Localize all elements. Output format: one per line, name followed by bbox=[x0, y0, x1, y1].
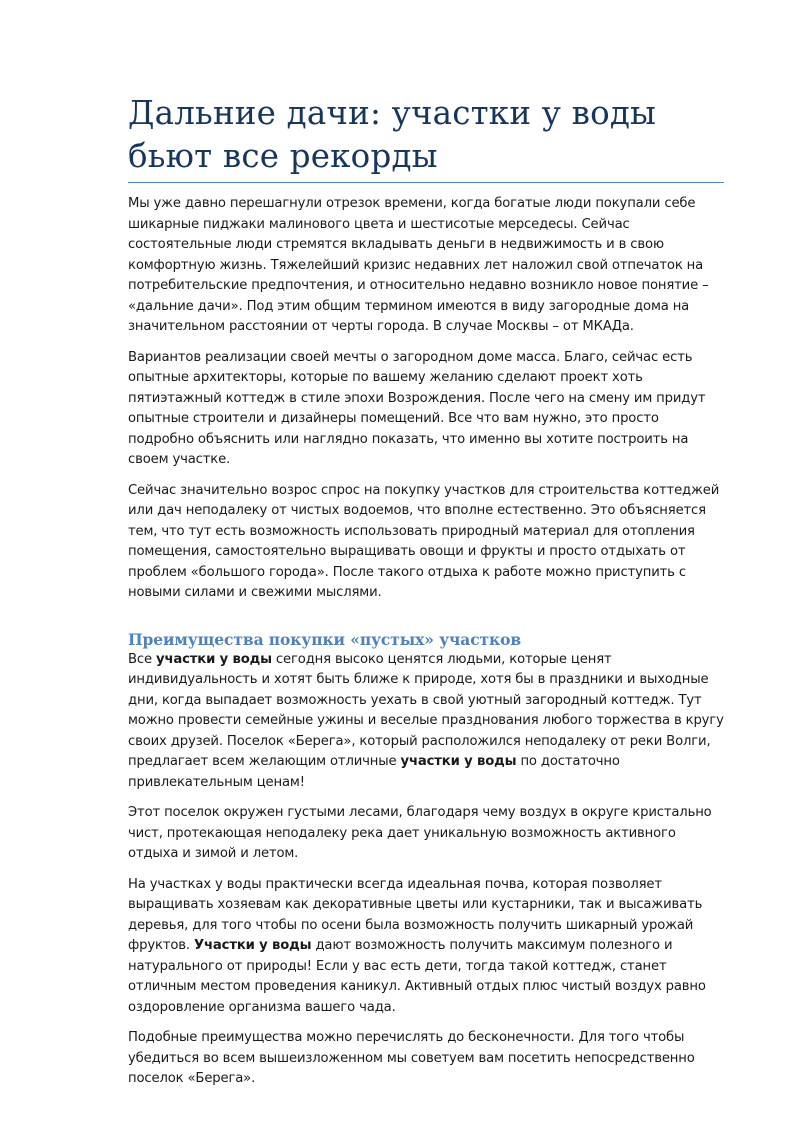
intro-paragraph-3: Сейчас значительно возрос спрос на покупку участков для строительства коттеджей или дач неподалеку от чистых водоемов, что вполне естественно. Это объясняется тем, что тут есть возможность использовать природный материал для отопления помещения, самостоятельно выращивать овощи и фрукты и просто отдыхать от проблем «большого города». После такого отдыха к работе можно приступить с новыми силами и свежими мыслями. bbox=[128, 482, 720, 600]
section-paragraph-1 bbox=[128, 650, 724, 794]
text-run: Все bbox=[128, 651, 157, 667]
section-heading: Преимущества покупки «пустых» участков bbox=[128, 629, 522, 649]
text-run: по достаточно привлекательным ценам! bbox=[128, 754, 620, 790]
bold-keyword: Участки у воды bbox=[193, 938, 312, 953]
text-run: На участках у воды практически всегда идеальная почва, которая позволяет выращивать хозяевам как декоративные цветы или кустарники, так и высаживать деревья, для того чтобы по осени была возможность получить шикарный урожай фруктов. bbox=[128, 876, 703, 953]
bold-keyword: участки у воды bbox=[400, 754, 517, 769]
section-paragraph-3 bbox=[128, 875, 724, 1019]
document-page bbox=[128, 92, 724, 1090]
section-paragraph-2: Этот поселок окружен густыми лесами, благодаря чему воздух в округе кристально чист, протекающая неподалеку река дает уникальную возможность активного отдыха и зимой и летом. bbox=[128, 805, 712, 861]
bold-keyword: участки у воды bbox=[156, 651, 272, 667]
text-run: сегодня высоко ценятся людьми, которые ценят индивидуальность и хотят быть ближе к природе, хотя бы в праздники и выходные дни, когда выпадает возможность уехать в свой уютный загородный коттедж. Тут можно провести семейные ужины и веселые празднования любого торжества в кругу своих друзей. Поселок «Берега», который расположился неподалеку от реки Волги, предлагает всем желающим отличные bbox=[128, 651, 724, 769]
intro-paragraph-2: Вариантов реализации своей мечты о загородном доме масса. Благо, сейчас есть опытные архитекторы, которые по вашему желанию сделают проект хоть пятиэтажный коттедж в стиле эпохи Возрождения. После чего на смену им придут опытные строители и дизайнеры помещений. Все что вам нужно, это просто подробно объяснить или наглядно показать, что именно вы хотите построить на своем участке. bbox=[128, 349, 706, 467]
intro-paragraph-1: Мы уже давно перешагнули отрезок времени, когда богатые люди покупали себе шикарные пиджаки малинового цвета и шестисотые мерседесы. Сейчас состоятельные люди стремятся вкладывать деньги в недвижимость и в свою комфортную жизнь. Тяжелейший кризис недавних лет наложил свой отпечаток на потребительские предпочтения, и относительно недавно возникло новое понятие – «дальние дачи». Под этим общим термином имеются в виду загородные дома на значительном расстоянии от черты города. В случае Москвы – от МКАДа. bbox=[128, 196, 709, 334]
section-paragraph-4: Подобные преимущества можно перечислять до бесконечности. Для того чтобы убедиться во всем вышеизложенном мы советуем вам посетить непосредственно поселок «Берега». bbox=[128, 1030, 695, 1086]
document-title: Дальние дачи: участки у воды бьют все рекорды bbox=[128, 92, 724, 183]
text-run: дают возможность получить максимум полезного и натурального от природы! Если у вас есть дети, тогда такой коттедж, станет отличным местом проведения каникул. Активный отдых плюс чистый воздух равно оздоровление организма вашего чада. bbox=[128, 938, 706, 1015]
